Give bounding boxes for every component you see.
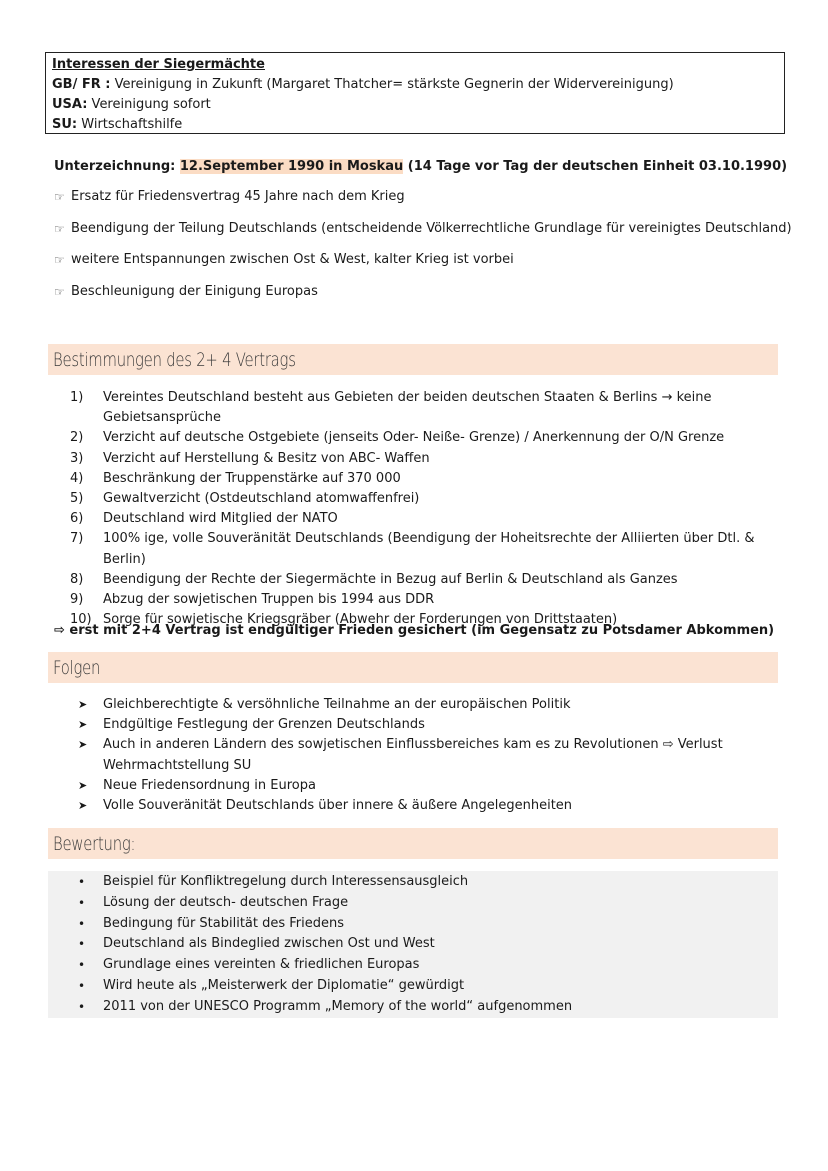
list-text: Bedingung für Stabilität des Friedens	[103, 915, 345, 931]
interests-title: Interessen der Siegermächte	[52, 57, 265, 72]
arrow-icon: ⇨	[54, 623, 65, 638]
list-item	[70, 570, 790, 590]
bullet-icon: •	[78, 958, 86, 973]
list-number: 1)	[70, 390, 84, 405]
pointer-text: weitere Entspannungen zwischen Ost & West, kalter Krieg ist vorbei	[71, 252, 514, 267]
list-text: 2011 von der UNESCO Programm „Memory of the world“ aufgenommen	[103, 998, 573, 1014]
list-item	[78, 776, 778, 796]
list-text: Sorge für sowjetische Kriegsgräber (Abwehr der Forderungen von Drittstaaten)	[103, 612, 618, 628]
signing-line	[54, 157, 787, 177]
interests-usa	[52, 95, 778, 115]
list-item	[70, 489, 790, 509]
interests-box	[45, 52, 785, 134]
list-text: Vereintes Deutschland besteht aus Gebieten der beiden deutschen Staaten & Berlins → keine Gebietsansprüche	[103, 390, 712, 426]
bullet-icon: •	[78, 875, 86, 889]
list-item	[78, 796, 778, 816]
section-title: Folgen	[53, 656, 101, 679]
list-text: Grundlage eines vereinten & friedlichen Europas	[103, 957, 420, 973]
section-title: Bewertung:	[53, 832, 136, 855]
list-item	[70, 388, 790, 428]
gbfr-text: Vereinigung in Zukunft (Margaret Thatcher= stärkste Gegnerin der Widervereinigung)	[110, 77, 674, 92]
list-text: Beschränkung der Truppenstärke auf 370 000	[103, 470, 401, 486]
hand-pointing-icon: ☞	[54, 190, 65, 204]
bullet-icon: •	[78, 895, 86, 910]
list-item	[70, 449, 790, 469]
bullet-icon: •	[78, 937, 86, 952]
hand-pointing-icon: ☞	[54, 284, 65, 299]
list-item	[54, 282, 792, 314]
list-item	[78, 893, 572, 914]
list-number: 7)	[70, 531, 84, 547]
list-text: Endgültige Festlegung der Grenzen Deutschlands	[103, 717, 425, 733]
list-item	[70, 590, 790, 610]
bullet-icon: •	[78, 916, 86, 931]
list-item	[70, 509, 790, 529]
list-item	[78, 955, 572, 976]
list-item	[54, 250, 792, 282]
su-text: Wirtschaftshilfe	[77, 117, 183, 132]
conclusion-text: erst mit 2+4 Vertrag ist endgültiger Frieden gesichert (im Gegensatz zu Potsdamer Abkommen)	[64, 623, 775, 638]
pointer-list	[54, 187, 792, 313]
provisions-list	[70, 388, 790, 630]
bullet-icon: •	[78, 978, 86, 993]
list-number: 9)	[70, 592, 84, 608]
list-text: Gleichberechtigte & versöhnliche Teilnahme an der europäischen Politik	[103, 697, 571, 712]
list-item	[78, 695, 778, 715]
gbfr-label: GB/ FR :	[52, 77, 111, 92]
pointer-text: Beendigung der Teilung Deutschlands (entscheidende Völkerrechtliche Grundlage für vereinigtes Deutschland)	[71, 220, 792, 236]
list-item	[78, 715, 778, 735]
list-text: Wird heute als „Meisterwerk der Diplomatie“ gewürdigt	[103, 977, 465, 993]
list-text: Abzug der sowjetischen Truppen bis 1994 aus DDR	[103, 592, 435, 608]
list-number: 4)	[70, 470, 84, 486]
list-text: Neue Friedensordnung in Europa	[103, 777, 316, 793]
list-number: 8)	[70, 571, 84, 587]
list-number: 3)	[70, 450, 84, 466]
section-title: Bestimmungen des 2+ 4 Vertrags	[53, 348, 296, 371]
usa-label: USA:	[52, 97, 88, 112]
list-text: Gewaltverzicht (Ostdeutschland atomwaffenfrei)	[103, 491, 420, 507]
list-item	[70, 469, 790, 489]
list-item	[70, 529, 790, 569]
hand-pointing-icon: ☞	[54, 221, 65, 236]
list-item	[70, 428, 790, 448]
list-item	[78, 934, 572, 955]
list-text: Lösung der deutsch- deutschen Frage	[103, 894, 349, 910]
list-text: 100% ige, volle Souveränität Deutschlands (Beendigung der Hoheitsrechte der Alliierten über Dtl. & Berlin)	[103, 531, 755, 567]
evaluation-list	[78, 872, 572, 1018]
list-item	[54, 187, 792, 219]
arrowhead-bullet-icon: ➤	[78, 718, 88, 732]
interests-su	[52, 115, 778, 135]
hand-pointing-icon: ☞	[54, 253, 65, 267]
list-number: 10)	[70, 612, 92, 628]
list-item	[78, 735, 778, 775]
list-item	[78, 914, 572, 935]
section-heading-consequences	[48, 652, 778, 683]
arrowhead-bullet-icon: ➤	[78, 698, 88, 711]
list-item	[54, 219, 792, 251]
list-text: Deutschland wird Mitglied der NATO	[103, 511, 338, 527]
list-item	[78, 976, 572, 997]
list-item	[78, 872, 572, 893]
list-number: 5)	[70, 491, 84, 507]
signing-date-place: 12.September 1990 in Moskau	[179, 159, 404, 174]
list-text: Beendigung der Rechte der Siegermächte in Bezug auf Berlin & Deutschland als Ganzes	[103, 571, 678, 587]
arrowhead-bullet-icon: ➤	[78, 778, 88, 792]
pointer-text: Ersatz für Friedensvertrag 45 Jahre nach dem Krieg	[71, 189, 405, 204]
section-heading-provisions	[48, 344, 778, 375]
pointer-text: Beschleunigung der Einigung Europas	[71, 283, 318, 299]
conclusion-line	[54, 621, 774, 641]
list-number: 6)	[70, 511, 84, 527]
signing-note: (14 Tage vor Tag der deutschen Einheit 03.10.1990)	[403, 159, 788, 174]
list-text: Volle Souveränität Deutschlands über innere & äußere Angelegenheiten	[103, 798, 573, 814]
interests-gbfr	[52, 75, 778, 95]
arrowhead-bullet-icon: ➤	[78, 738, 88, 752]
list-text: Verzicht auf Herstellung & Besitz von ABC- Waffen	[103, 450, 430, 466]
list-text: Deutschland als Bindeglied zwischen Ost und West	[103, 936, 435, 952]
list-text: Auch in anderen Ländern des sowjetischen Einflussbereiches kam es zu Revolutionen ⇨ Verlust Wehrmachtstellung SU	[103, 737, 723, 773]
arrowhead-bullet-icon: ➤	[78, 799, 88, 813]
list-text: Beispiel für Konfliktregelung durch Interessensausgleich	[103, 874, 469, 889]
su-label: SU:	[52, 117, 78, 132]
bullet-icon: •	[78, 999, 86, 1014]
consequences-list	[78, 695, 778, 816]
list-number: 2)	[70, 430, 84, 446]
list-text: Verzicht auf deutsche Ostgebiete (jenseits Oder- Neiße- Grenze) / Anerkennung der O/N Grenze	[103, 430, 725, 446]
section-heading-evaluation	[48, 828, 778, 859]
usa-text: Vereinigung sofort	[87, 97, 211, 112]
signing-label: Unterzeichnung:	[54, 159, 180, 174]
list-item	[78, 997, 572, 1018]
